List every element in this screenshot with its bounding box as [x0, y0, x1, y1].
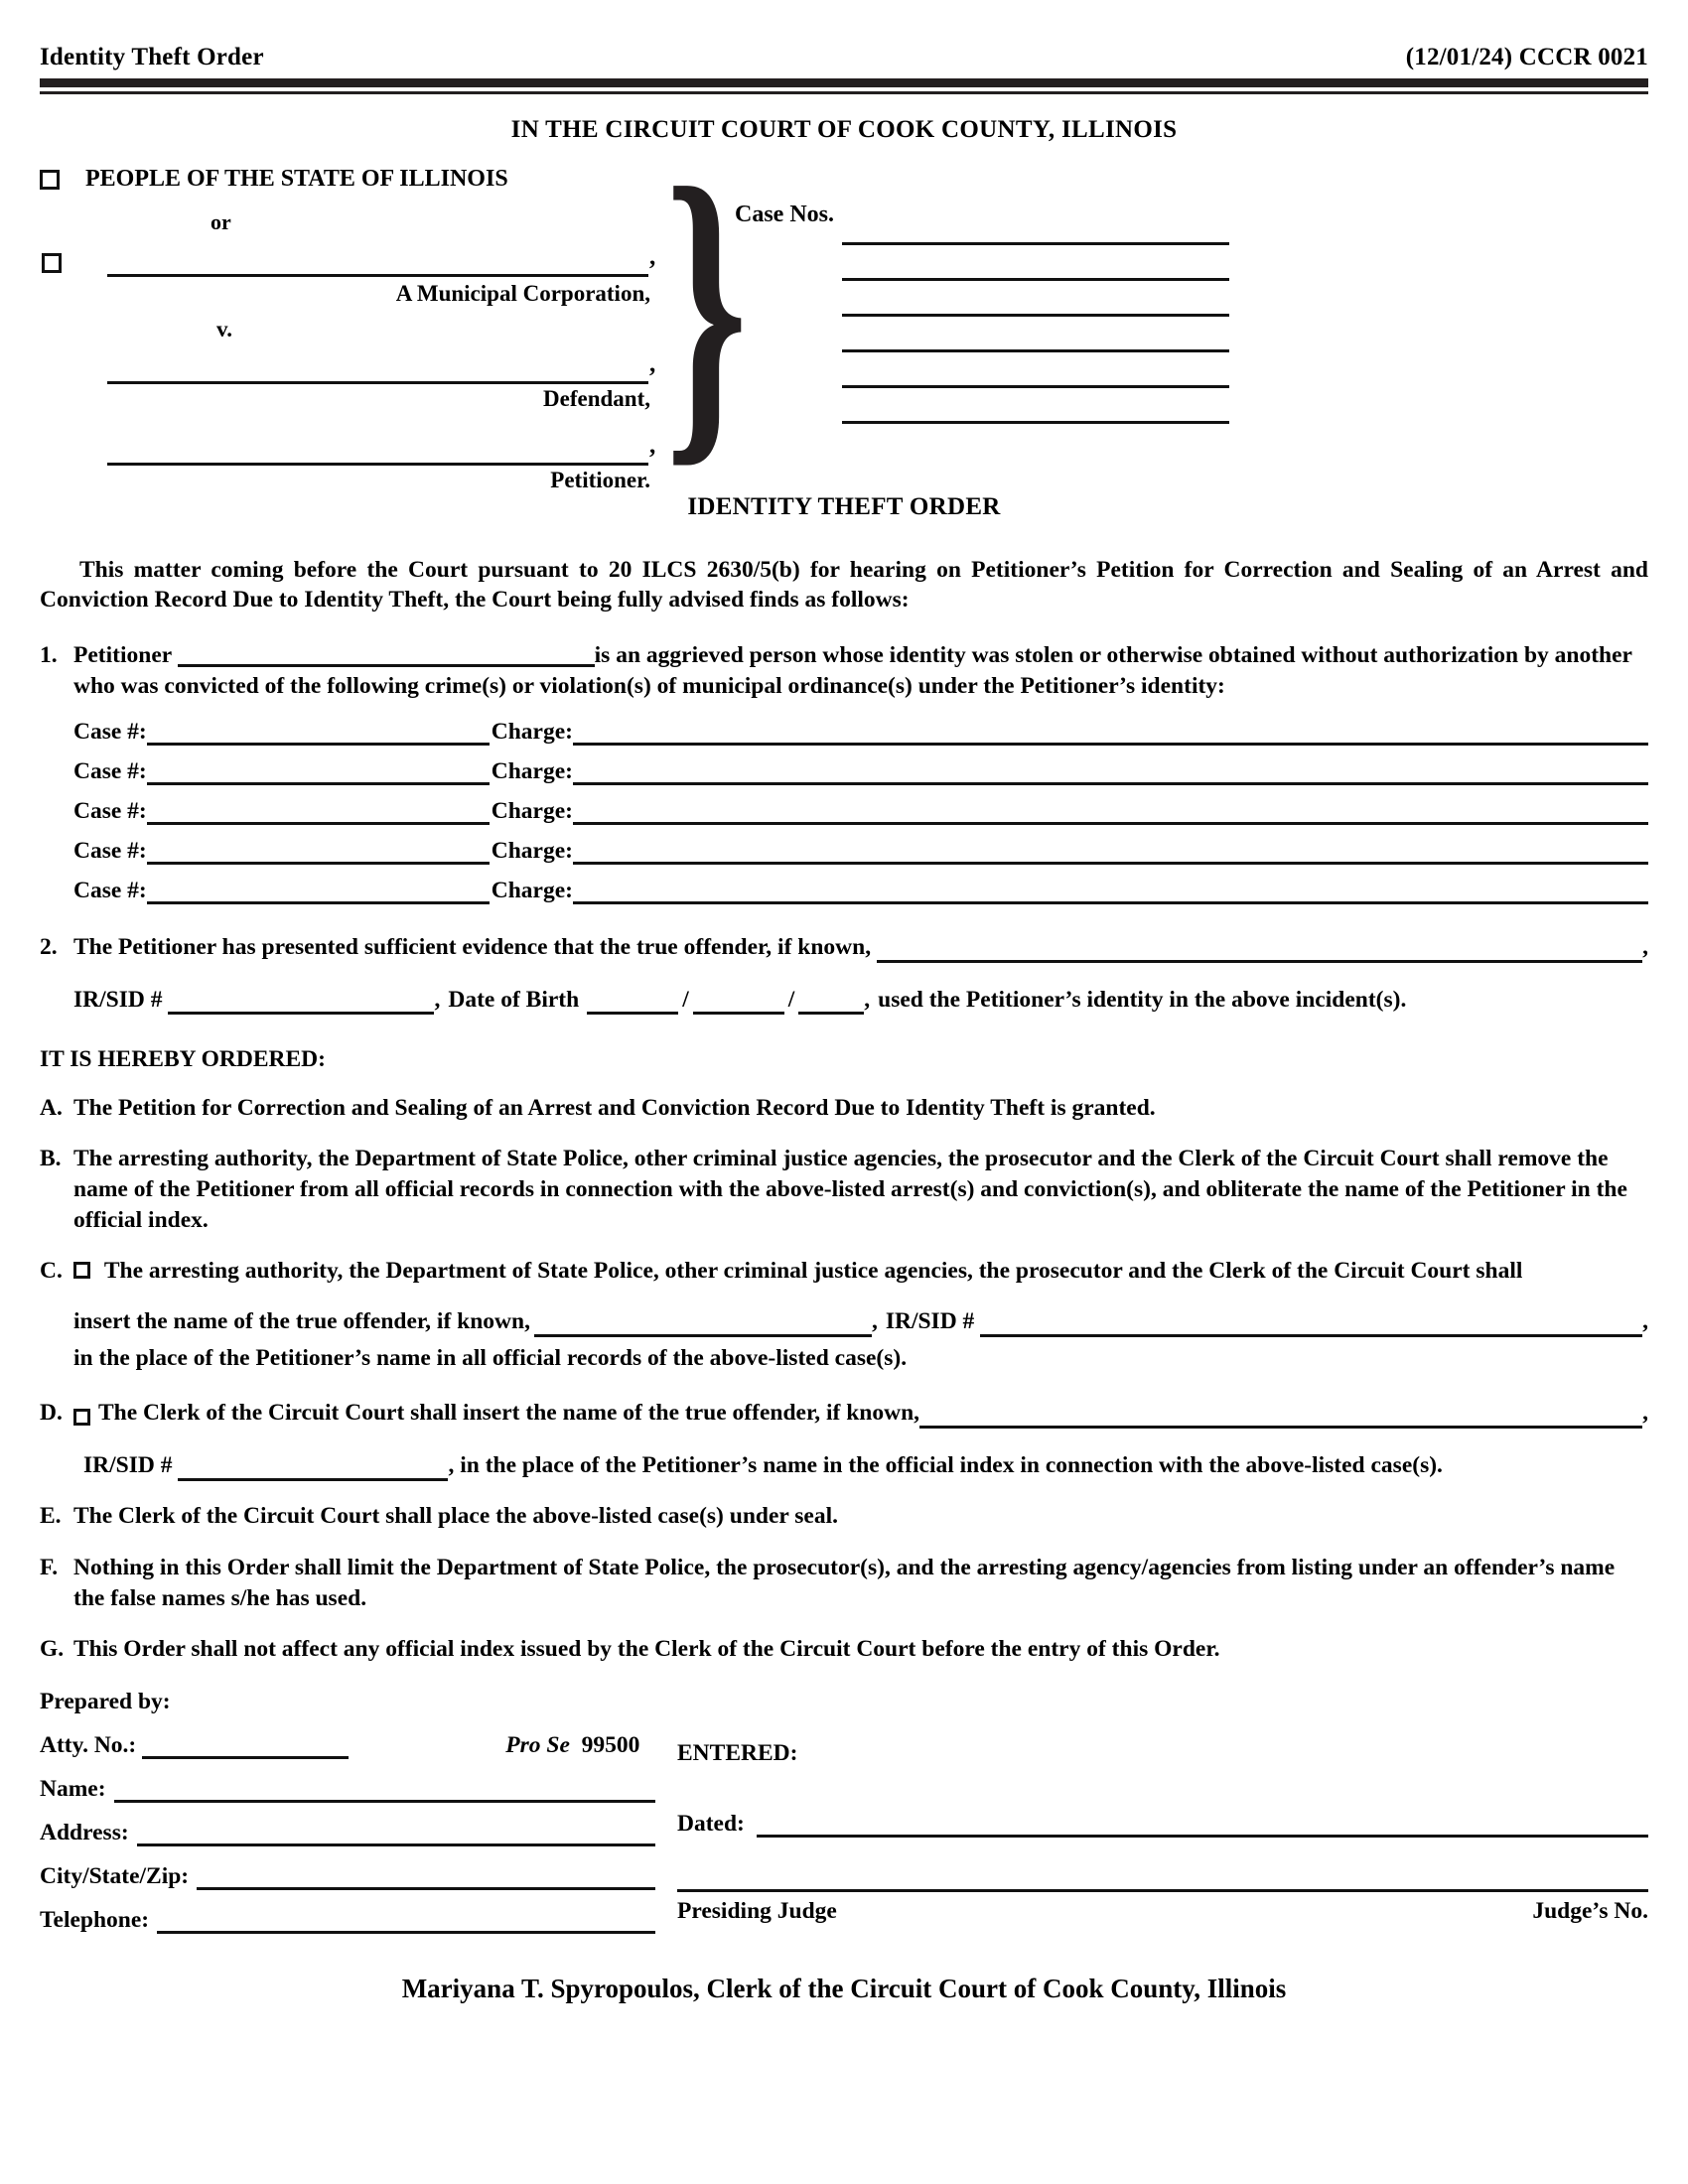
item2-comma-1: , [434, 986, 441, 1013]
people-row [40, 166, 508, 193]
telephone-input[interactable] [157, 1907, 655, 1934]
charge-label: Charge: [491, 878, 573, 904]
dated-label: Dated: [677, 1810, 745, 1837]
item2-irsid-label: IR/SID # [73, 986, 163, 1013]
item-d-irsid-label: IR/SID # [83, 1452, 173, 1479]
item-g-text: This Order shall not affect any official index issued by the Clerk of the Circuit Court before the entry of this Order. [73, 1635, 1220, 1662]
name-row [40, 1776, 655, 1803]
ordered-item-b [40, 1144, 1648, 1236]
city-state-zip-input[interactable] [197, 1863, 655, 1890]
item-d-body [73, 1398, 1648, 1481]
true-offender-blank-2[interactable] [877, 936, 1642, 963]
case-number-input[interactable] [147, 798, 490, 825]
item-d-irsid-blank[interactable] [178, 1454, 448, 1481]
pro-se-number: 99500 [581, 1731, 640, 1758]
case-number-input[interactable] [147, 758, 490, 785]
item-f-letter: F. [40, 1554, 59, 1580]
item-c-irsid-blank[interactable] [980, 1310, 1642, 1337]
charge-input[interactable] [573, 758, 1648, 785]
ordered-item-d [40, 1398, 1648, 1481]
case-charge-list [40, 719, 1648, 904]
ordered-heading: IT IS HEREBY ORDERED: [40, 1046, 326, 1073]
case-number-line[interactable] [842, 245, 1229, 281]
item-c-comma-1: , [871, 1308, 878, 1335]
case-charge-row [40, 719, 1648, 746]
intro-text: This matter coming before the Court pursuant to 20 ILCS 2630/5(b) for hearing on Petitioner’s Petition for Correction and Sealing of an Arrest and Conviction Record Due to Identity Theft, the Court being fully advised finds as follows: [40, 557, 1648, 614]
address-input[interactable] [137, 1820, 655, 1846]
charge-label: Charge: [491, 838, 573, 865]
case-number-label: Case #: [73, 878, 147, 904]
finding-item-1 [40, 640, 1648, 701]
atty-no-input[interactable] [142, 1732, 349, 1759]
plaintiff-blank[interactable] [107, 235, 648, 277]
telephone-row [40, 1907, 655, 1934]
entered-label: ENTERED: [677, 1739, 798, 1766]
defendant-blank[interactable] [107, 342, 648, 384]
finding-item-2 [40, 932, 1648, 1015]
ordered-item-a [40, 1093, 1648, 1124]
dob-day-blank[interactable] [693, 988, 784, 1015]
people-label: PEOPLE OF THE STATE OF ILLINOIS [85, 166, 508, 192]
item-b-text: The arresting authority, the Department of State Police, other criminal justice agencies, the prosecutor and the Clerk of the Circuit Court shall remove the name of the Petitioner from all official records in connection with the above-listed arrest(s) and conviction(s), and obliterate the name of the Petitioner in the official index. [73, 1146, 1627, 1234]
judge-signature-line[interactable] [677, 1889, 1648, 1892]
item-d-offender-blank[interactable] [919, 1402, 1642, 1429]
item-c-checkbox[interactable] [73, 1262, 90, 1279]
case-number-input[interactable] [147, 719, 490, 746]
item1-body [73, 640, 1648, 701]
item-c-irsid-label: IR/SID # [885, 1308, 975, 1335]
item2-line1-text: The Petitioner has presented sufficient evidence that the true offender, if known, [73, 934, 872, 961]
case-number-label: Case #: [73, 838, 147, 865]
case-number-line[interactable] [842, 388, 1229, 424]
item-c-text-1: The arresting authority, the Department of State Police, other criminal justice agencies, the prosecutor and the Clerk of the Circuit Court shall [103, 1258, 1523, 1285]
item-d-comma-1: , [1642, 1400, 1648, 1427]
dob-slash-2: / [787, 986, 795, 1013]
people-checkbox[interactable] [40, 170, 60, 190]
signature-block [40, 1689, 1648, 1934]
form-title: Identity Theft Order [40, 44, 264, 70]
irsid-blank-2[interactable] [168, 988, 434, 1015]
item-d-checkbox[interactable] [73, 1409, 90, 1426]
case-number-line[interactable] [842, 209, 1229, 245]
case-number-line[interactable] [842, 317, 1229, 352]
charge-input[interactable] [573, 878, 1648, 904]
item-c-text-2: insert the name of the true offender, if known, [73, 1308, 530, 1335]
item2-line1-comma: , [1642, 934, 1648, 961]
court-name-line: IN THE CIRCUIT COURT OF COOK COUNTY, ILLINOIS [510, 116, 1178, 143]
address-row [40, 1820, 655, 1846]
case-number-lines [842, 209, 1229, 424]
plaintiff-comma: , [649, 243, 656, 270]
item-c-comma-2: , [1642, 1308, 1648, 1335]
item1-number: 1. [40, 642, 58, 669]
charge-input[interactable] [573, 798, 1648, 825]
charge-label: Charge: [491, 758, 573, 785]
defendant-comma: , [649, 350, 656, 377]
charge-label: Charge: [491, 719, 573, 746]
case-number-input[interactable] [147, 878, 490, 904]
dated-row [677, 1811, 1648, 1838]
item-d-text-2: , in the place of the Petitioner’s name in the official index in connection with the above-listed case(s). [448, 1452, 1443, 1479]
city-state-zip-row [40, 1863, 655, 1890]
charge-input[interactable] [573, 719, 1648, 746]
judge-labels-row [677, 1898, 1648, 1925]
entered-block [655, 1689, 1648, 1934]
dob-slash-1: / [682, 986, 689, 1013]
or-label: or [211, 209, 231, 234]
case-numbers-block [735, 202, 1628, 228]
case-number-label: Case #: [73, 758, 147, 785]
case-nos-label: Case Nos. [735, 202, 834, 227]
caption-brace-icon: } [665, 119, 749, 493]
case-charge-row [40, 798, 1648, 825]
preparer-block [40, 1689, 655, 1934]
petitioner-label: Petitioner. [550, 468, 650, 492]
item-g-letter: G. [40, 1635, 65, 1662]
item-a-text: The Petition for Correction and Sealing of an Arrest and Conviction Record Due to Identity Theft is granted. [73, 1095, 1156, 1122]
case-charge-row [40, 758, 1648, 785]
header-rule-thick [40, 78, 1648, 87]
prepared-by-label: Prepared by: [40, 1688, 171, 1714]
presiding-judge-label: Presiding Judge [677, 1897, 837, 1924]
case-number-input[interactable] [147, 838, 490, 865]
item-c-body [73, 1256, 1648, 1374]
name-label: Name: [40, 1775, 106, 1802]
versus-label: v. [216, 317, 232, 341]
case-charge-row [40, 838, 1648, 865]
dated-input[interactable] [757, 1811, 1648, 1838]
document-title: IDENTITY THEFT ORDER [687, 493, 1001, 520]
item2-dob-label: Date of Birth [448, 986, 580, 1013]
item-f-text: Nothing in this Order shall limit the Department of State Police, the prosecutor(s), and the arresting agency/agencies from listing under an offender’s name the false names s/he has used. [73, 1554, 1616, 1611]
item-e-letter: E. [40, 1503, 62, 1530]
item2-number: 2. [40, 934, 58, 961]
city-state-zip-label: City/State/Zip: [40, 1862, 190, 1889]
address-label: Address: [40, 1819, 129, 1845]
item-c-offender-blank[interactable] [534, 1310, 872, 1337]
item-c-letter: C. [40, 1258, 63, 1285]
ordered-item-e [40, 1501, 1648, 1532]
item-b-letter: B. [40, 1146, 62, 1172]
item-d-text-1: The Clerk of the Circuit Court shall insert the name of the true offender, if known, [98, 1400, 920, 1427]
judges-no-label: Judge’s No. [1532, 1897, 1648, 1924]
pro-se-note [505, 1732, 639, 1759]
petitioner-blank[interactable] [107, 424, 648, 466]
form-code: (12/01/24) CCCR 0021 [1405, 44, 1648, 70]
item2-body [73, 932, 1648, 1015]
item-e-text: The Clerk of the Circuit Court shall place the above-listed case(s) under seal. [73, 1503, 839, 1530]
case-number-line[interactable] [842, 352, 1229, 388]
dob-month-blank[interactable] [587, 988, 678, 1015]
petitioner-name-blank[interactable] [178, 664, 595, 667]
municipal-corporation-label: A Municipal Corporation, [395, 281, 650, 306]
item2-comma-2: , [864, 986, 871, 1013]
petitioner-comma: , [649, 432, 656, 459]
case-number-label: Case #: [73, 719, 147, 746]
municipal-checkbox[interactable] [42, 253, 62, 273]
item1-rest: is an aggrieved person whose identity was stolen or otherwise obtained without authorization by another who was convicted of the following crime(s) or violation(s) of municipal ordinance(s) under the Petitioner’s identity: [73, 642, 1632, 699]
atty-no-row [40, 1732, 655, 1759]
ordered-item-g [40, 1634, 1648, 1665]
case-number-label: Case #: [73, 798, 147, 825]
ordered-item-c [40, 1256, 1648, 1374]
charge-label: Charge: [491, 798, 573, 825]
atty-no-label: Atty. No.: [40, 1731, 137, 1758]
defendant-label: Defendant, [543, 386, 650, 411]
case-number-line[interactable] [842, 281, 1229, 317]
item-a-letter: A. [40, 1095, 63, 1122]
clerk-footer: Mariyana T. Spyropoulos, Clerk of the Circuit Court of Cook County, Illinois [401, 1973, 1287, 2003]
name-input[interactable] [114, 1776, 655, 1803]
case-charge-row [40, 878, 1648, 904]
ordered-item-f [40, 1553, 1648, 1614]
item-d-letter: D. [40, 1400, 63, 1427]
header-rule-thin [40, 91, 1648, 94]
intro-paragraph [40, 555, 1648, 614]
charge-input[interactable] [573, 838, 1648, 865]
page-header [40, 0, 1648, 71]
item-c-text-3: in the place of the Petitioner’s name in all official records of the above-listed case(s). [73, 1345, 908, 1372]
dob-year-blank[interactable] [798, 988, 864, 1015]
pro-se-italic-text: Pro Se [505, 1731, 570, 1758]
telephone-label: Telephone: [40, 1906, 150, 1933]
item1-lead: Petitioner [73, 642, 172, 669]
item2-line2-end: used the Petitioner’s identity in the above incident(s). [878, 986, 1407, 1013]
